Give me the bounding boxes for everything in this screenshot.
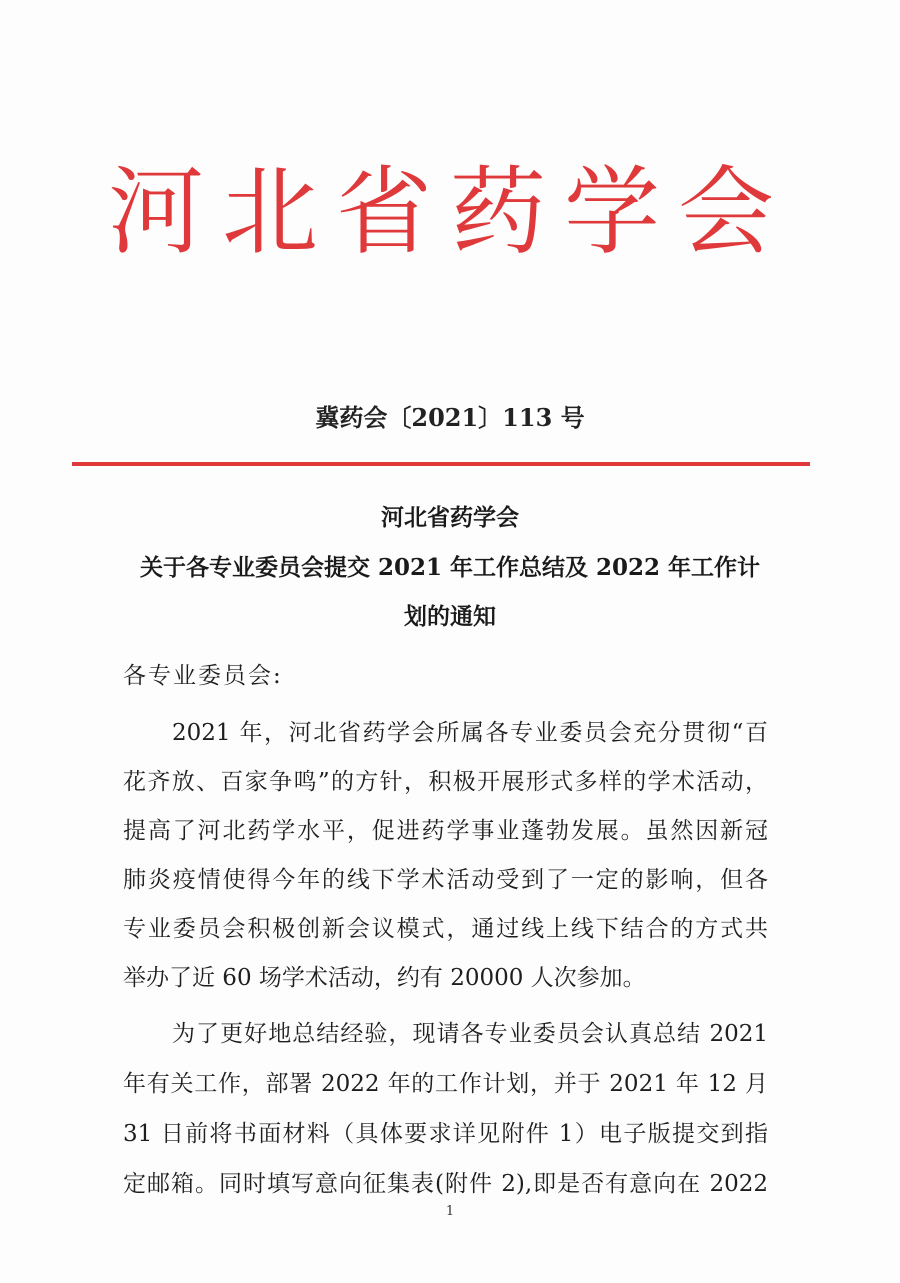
- paragraph-1-line-5: 专业委员会积极创新会议模式，通过线上线下结合的方式共: [123, 916, 768, 942]
- paragraph-1-line-4: 肺炎疫情使得今年的线下学术活动受到了一定的影响，但各: [123, 867, 768, 893]
- paragraph-2-line-4: 定邮箱。同时填写意向征集表(附件 2),即是否有意向在 2022: [123, 1171, 768, 1197]
- paragraph-1-line-2: 花齐放、百家争鸣”的方针，积极开展形式多样的学术活动，: [123, 769, 768, 795]
- organization-letterhead: 河北省药学会: [108, 156, 792, 268]
- document-number: 冀药会〔2021〕113 号: [315, 403, 585, 432]
- page-number: 1: [445, 1204, 455, 1219]
- title-line-2: 关于各专业委员会提交 2021 年工作总结及 2022 年工作计: [139, 554, 761, 581]
- salutation: 各专业委员会:: [123, 663, 283, 689]
- paragraph-1-line-3: 提高了河北药学水平，促进药学事业蓬勃发展。虽然因新冠: [123, 818, 768, 844]
- title-line-3: 划的通知: [404, 603, 496, 630]
- paragraph-1-line-6: 举办了近 60 场学术活动，约有 20000 人次参加。: [123, 965, 646, 991]
- paragraph-2-line-3: 31 日前将书面材料（具体要求详见附件 1）电子版提交到指: [123, 1121, 768, 1147]
- title-line-1: 河北省药学会: [381, 504, 519, 531]
- paragraph-1-line-1: 2021 年，河北省药学会所属各专业委员会充分贯彻“百: [172, 720, 768, 746]
- red-divider-rule: [72, 462, 810, 466]
- paragraph-2-line-1: 为了更好地总结经验，现请各专业委员会认真总结 2021: [172, 1021, 768, 1047]
- paragraph-2-line-2: 年有关工作，部署 2022 年的工作计划，并于 2021 年 12 月: [123, 1071, 768, 1097]
